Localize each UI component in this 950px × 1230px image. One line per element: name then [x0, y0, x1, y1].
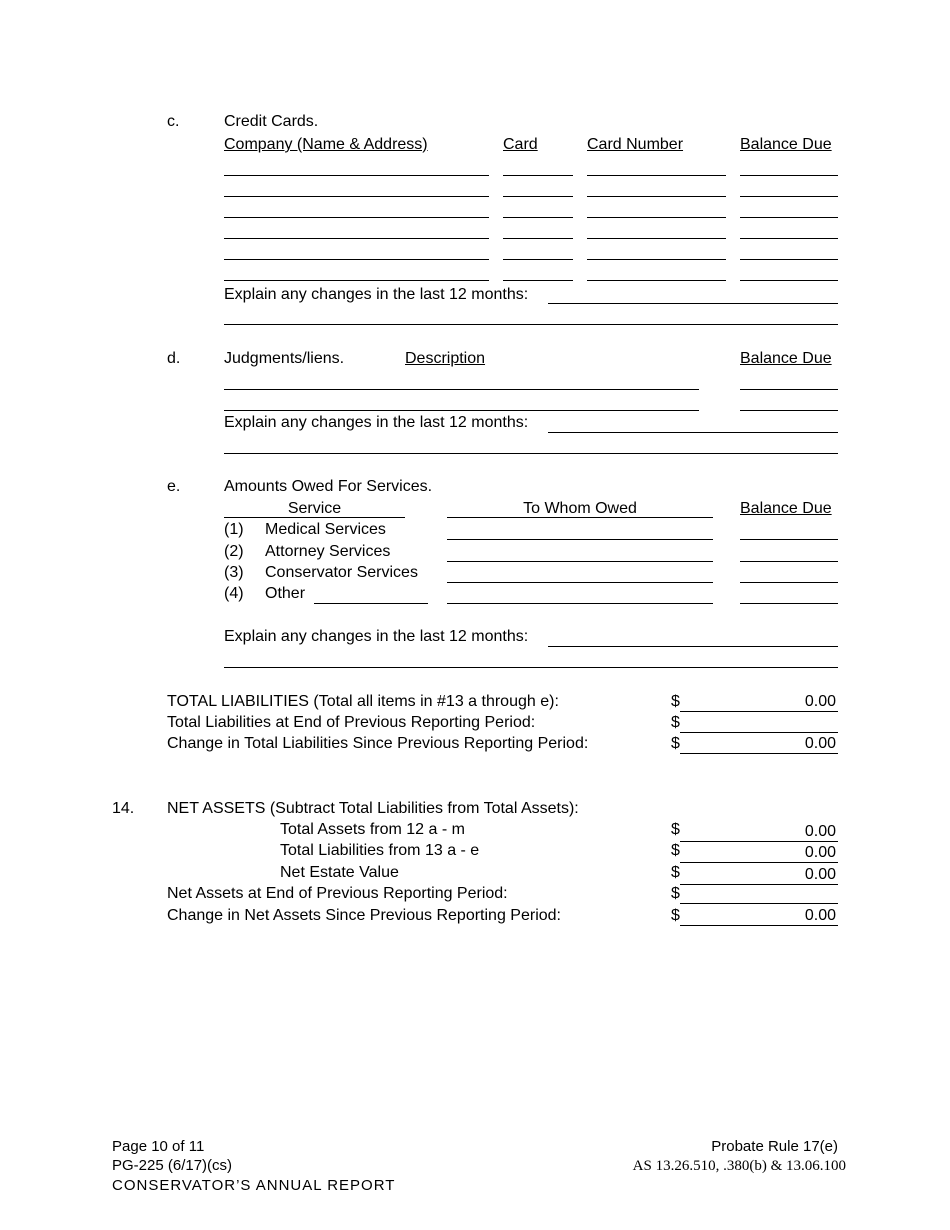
cc-number-field[interactable]: [587, 178, 726, 197]
cc-card-field[interactable]: [503, 241, 573, 260]
judgment-balance-field[interactable]: [740, 371, 838, 390]
judgments-letter: d.: [167, 350, 181, 367]
services-balance-header: Balance Due: [740, 500, 832, 517]
total-liabilities-label: TOTAL LIABILITIES (Total all items in #13 a through e):: [167, 693, 559, 710]
cc-number-field[interactable]: [587, 241, 726, 260]
service-item-label: Attorney Services: [265, 543, 391, 560]
services-service-header: Service: [287, 500, 342, 517]
change-liabilities-value: 0.00: [804, 735, 836, 752]
cc-balance-field[interactable]: [740, 178, 838, 197]
judgments-balance-header: Balance Due: [740, 350, 832, 367]
total-assets-value: 0.00: [804, 823, 836, 840]
footer-form-title: CONSERVATOR’S ANNUAL REPORT: [112, 1177, 396, 1194]
service-owed-field[interactable]: [447, 564, 713, 583]
cc-company-field[interactable]: [224, 157, 489, 176]
previous-net-assets-field[interactable]: [680, 885, 838, 904]
service-item-label: Other: [265, 585, 306, 602]
currency-sign: $: [671, 735, 680, 752]
services-explain-field-2[interactable]: [224, 649, 838, 668]
cc-company-field[interactable]: [224, 220, 489, 239]
previous-net-assets-label: Net Assets at End of Previous Reporting Period:: [167, 885, 508, 902]
services-service-header-underline: [224, 517, 405, 518]
header-balance-due: Balance Due: [740, 136, 832, 153]
services-owed-header-underline: [447, 517, 713, 518]
service-balance-field[interactable]: [740, 543, 838, 562]
service-item-num: (2): [224, 543, 244, 560]
cc-company-field[interactable]: [224, 199, 489, 218]
total-assets-label: Total Assets from 12 a - m: [280, 821, 465, 838]
currency-sign: $: [671, 864, 680, 881]
service-item-num: (3): [224, 564, 244, 581]
credit-cards-explain-label: Explain any changes in the last 12 months:: [224, 286, 529, 303]
currency-sign: $: [671, 885, 680, 902]
total-liabilities-value: 0.00: [804, 693, 836, 710]
judgment-description-field[interactable]: [224, 392, 699, 411]
cc-balance-field[interactable]: [740, 262, 838, 281]
service-item-num: (4): [224, 585, 244, 602]
cc-number-field[interactable]: [587, 157, 726, 176]
credit-cards-letter: c.: [167, 113, 180, 130]
judgment-balance-field[interactable]: [740, 392, 838, 411]
service-item-num: (1): [224, 521, 244, 538]
services-title: Amounts Owed For Services.: [224, 478, 433, 495]
currency-sign: $: [671, 907, 680, 924]
credit-cards-explain-field-2[interactable]: [224, 306, 838, 325]
currency-sign: $: [671, 714, 680, 731]
services-letter: e.: [167, 478, 181, 495]
cc-card-field[interactable]: [503, 262, 573, 281]
cc-card-field[interactable]: [503, 157, 573, 176]
net-assets-number: 14.: [112, 800, 135, 817]
service-owed-field[interactable]: [447, 521, 713, 540]
services-explain-field[interactable]: [548, 628, 838, 647]
footer-form-id: PG-225 (6/17)(cs): [112, 1157, 233, 1174]
judgment-description-field[interactable]: [224, 371, 699, 390]
credit-cards-explain-field[interactable]: [548, 285, 838, 304]
service-balance-field[interactable]: [740, 521, 838, 540]
total-liabilities-13-label: Total Liabilities from 13 a - e: [280, 842, 480, 859]
cc-number-field[interactable]: [587, 199, 726, 218]
net-estate-label: Net Estate Value: [280, 864, 399, 881]
cc-balance-field[interactable]: [740, 220, 838, 239]
judgments-description-header: Description: [405, 350, 486, 367]
service-balance-field[interactable]: [740, 585, 838, 604]
change-net-assets-label: Change in Net Assets Since Previous Reporting Period:: [167, 907, 561, 924]
currency-sign: $: [671, 693, 680, 710]
footer-probate-rule: Probate Rule 17(e): [711, 1138, 838, 1155]
judgments-explain-label: Explain any changes in the last 12 months:: [224, 414, 529, 431]
cc-company-field[interactable]: [224, 241, 489, 260]
services-owed-header: To Whom Owed: [523, 500, 637, 517]
previous-liabilities-field[interactable]: [680, 714, 838, 733]
cc-balance-field[interactable]: [740, 241, 838, 260]
service-other-field[interactable]: [314, 585, 428, 604]
change-net-assets-value: 0.00: [804, 907, 836, 924]
currency-sign: $: [671, 821, 680, 838]
cc-balance-field[interactable]: [740, 157, 838, 176]
service-owed-field[interactable]: [447, 585, 713, 604]
cc-number-field[interactable]: [587, 220, 726, 239]
judgments-title: Judgments/liens.: [224, 350, 345, 367]
cc-card-field[interactable]: [503, 199, 573, 218]
cc-company-field[interactable]: [224, 262, 489, 281]
net-assets-title: NET ASSETS (Subtract Total Liabilities from Total Assets):: [167, 800, 579, 817]
header-card-number: Card Number: [587, 136, 684, 153]
footer-statute: AS 13.26.510, .380(b) & 13.06.100: [632, 1158, 846, 1174]
cc-balance-field[interactable]: [740, 199, 838, 218]
service-owed-field[interactable]: [447, 543, 713, 562]
judgments-explain-field-2[interactable]: [224, 435, 838, 454]
footer-page-number: Page 10 of 11: [112, 1138, 205, 1155]
cc-company-field[interactable]: [224, 178, 489, 197]
service-balance-field[interactable]: [740, 564, 838, 583]
currency-sign: $: [671, 842, 680, 859]
change-liabilities-label: Change in Total Liabilities Since Previous Reporting Period:: [167, 735, 589, 752]
service-item-label: Medical Services: [265, 521, 386, 538]
cc-number-field[interactable]: [587, 262, 726, 281]
service-item-label: Conservator Services: [265, 564, 418, 581]
header-company: Company (Name & Address): [224, 136, 428, 153]
cc-card-field[interactable]: [503, 220, 573, 239]
net-estate-value: 0.00: [804, 866, 836, 883]
header-card: Card: [503, 136, 538, 153]
judgments-explain-field[interactable]: [548, 414, 838, 433]
previous-liabilities-label: Total Liabilities at End of Previous Reporting Period:: [167, 714, 536, 731]
services-explain-label: Explain any changes in the last 12 months:: [224, 628, 529, 645]
cc-card-field[interactable]: [503, 178, 573, 197]
total-liabilities-13-value: 0.00: [804, 844, 836, 861]
credit-cards-title: Credit Cards.: [224, 113, 319, 130]
